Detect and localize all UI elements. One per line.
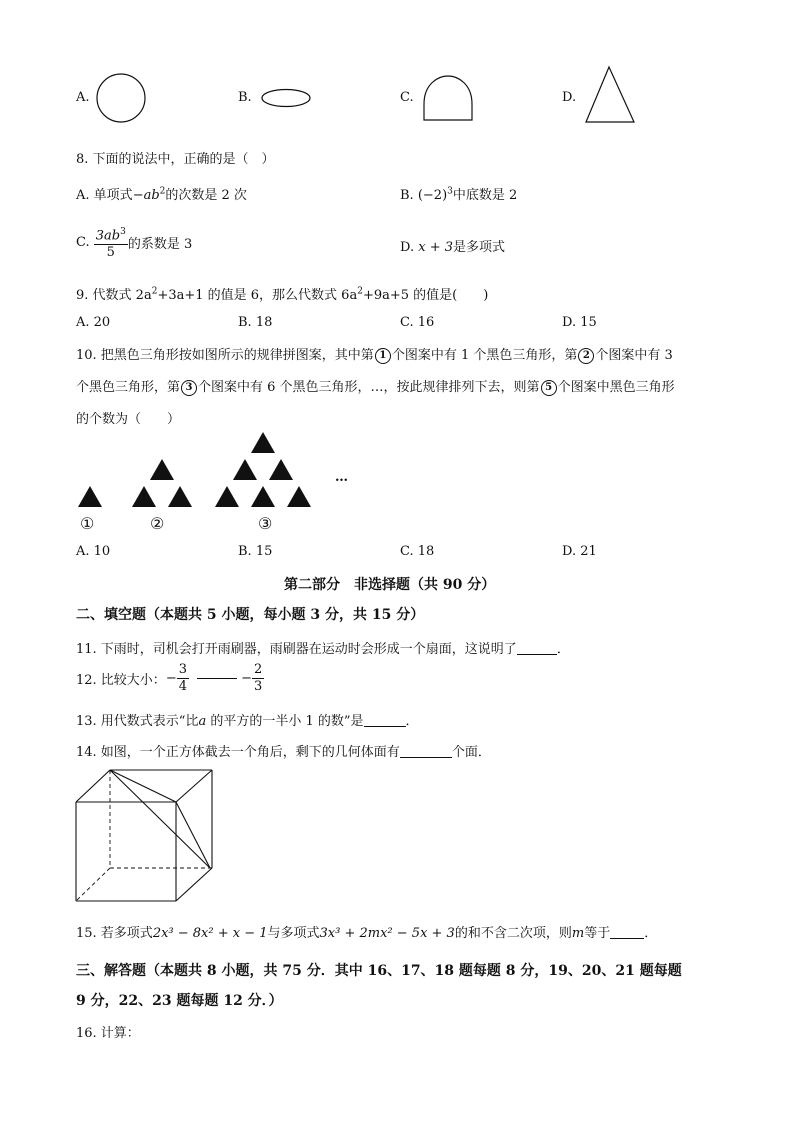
q15-post2: 等于 [584, 926, 611, 941]
q15-end: ． [644, 926, 658, 941]
q8-option-c-fraction [94, 224, 128, 261]
black-triangle [251, 432, 275, 453]
q8-option-b-post: 中底数是 2 [452, 188, 518, 203]
section3-title-line2: 9 分，22、23 题每题 12 分．） [76, 993, 283, 1009]
q14-pre: 14. 如图，一个正方体截去一个角后，剩下的几何体面有 [76, 745, 400, 760]
q15-pre: 15. 若多项式 [76, 926, 153, 941]
q12-fraction-2 [252, 662, 264, 695]
q8-option-a-exp: 2 [159, 186, 166, 197]
q10-option-a: A. 10 [76, 544, 111, 559]
q7-arch-figure [423, 74, 475, 122]
q8-option-c-post: 的系数是 3 [127, 237, 193, 253]
q10-circled-2: 2 [578, 348, 594, 364]
q8-option-c-numerator: 3ab [95, 228, 121, 244]
q16: 16. 计算： [76, 1026, 140, 1041]
q13 [76, 710, 419, 729]
q8-option-a-post: 的次数是 2 次 [165, 188, 247, 203]
q10-figure-label-3: ③ [258, 514, 273, 533]
q8-option-b-expr: (−2) [417, 188, 448, 203]
q11-end: ． [556, 642, 570, 657]
q9-exp2: 2 [357, 286, 363, 297]
q12-minus-1: − [165, 671, 177, 686]
section2-title: 二、填空题（本题共 5 小题，每小题 3 分，共 15 分） [76, 607, 425, 623]
q7-circle-figure [96, 74, 148, 124]
black-triangle [215, 486, 239, 507]
black-triangle [287, 486, 311, 507]
q9-stem-mid: +3a+1 的值是 6，那么代数式 6a [157, 288, 358, 303]
black-triangle [251, 486, 275, 507]
q15-mid: 与多项式 [267, 926, 320, 941]
q8-option-d-post: 是多项式 [453, 240, 506, 255]
q9-stem-post: +9a+5 的值是( ) [362, 288, 489, 303]
q11 [76, 638, 570, 657]
q10-circled-5: 5 [541, 380, 557, 396]
q12 [76, 662, 264, 695]
q12-num-1: 3 [178, 662, 187, 677]
q10-line2-a: 个黑色三角形，第 [76, 380, 181, 395]
q8-option-c-numerator-exp: 3 [120, 227, 126, 237]
q8-option-d-label: D. [400, 240, 415, 255]
q14-answer-blank [400, 757, 452, 758]
q10-line2-c: 个图案中黑色三角形 [557, 380, 675, 395]
q8-option-b-exp: 3 [447, 186, 453, 197]
q14-post: 个面． [451, 745, 491, 760]
q13-var: a [198, 714, 207, 729]
q8-option-a-pre: 单项式 [93, 188, 133, 203]
part2-title: 第二部分 非选择题（共 90 分） [284, 577, 496, 593]
q11-answer-blank [517, 654, 557, 655]
q7-ellipse-figure [261, 88, 313, 108]
q10-figure-label-2: ② [150, 514, 165, 533]
q8-stem: 8. 下面的说法中，正确的是（ ） [76, 152, 275, 167]
q13-pre: 13. 用代数式表示“比 [76, 714, 199, 729]
q11-text: 11. 下雨时，司机会打开雨刷器，雨刷器在运动时会形成一个扇面，这说明了 [76, 642, 517, 657]
q9-option-a: A. 20 [76, 315, 111, 330]
q9-exp1: 2 [151, 286, 158, 297]
q10-figure-label-1: ① [80, 514, 95, 533]
q9-stem-pre: 9. 代数式 2a [76, 288, 152, 303]
q9-option-d: D. 15 [562, 315, 597, 330]
q10-option-d: D. 21 [562, 544, 597, 559]
q9-option-b: B. 18 [238, 315, 273, 330]
q12-fraction-1 [177, 662, 189, 695]
q10-option-c: C. 18 [400, 544, 435, 559]
black-triangle [150, 459, 174, 480]
q12-num-2: 2 [254, 662, 263, 677]
q10-line1-b: 个图案中有 1 个黑色三角形，第 [391, 348, 578, 363]
q10-stem-line1 [76, 344, 673, 364]
q13-answer-blank [364, 726, 406, 727]
q8-option-a-expr: −ab [132, 188, 160, 203]
black-triangle [78, 486, 102, 507]
q9-option-c: C. 16 [400, 315, 435, 330]
q7-option-b-label: B. [238, 90, 252, 105]
black-triangle [168, 486, 192, 507]
q10-option-b: B. 15 [238, 544, 273, 559]
q8-option-c [76, 224, 192, 261]
q8-option-d-expr: x + 3 [418, 240, 453, 255]
section3-title-line1: 三、解答题（本题共 8 小题，共 75 分．其中 16、17、18 题每题 8 分，19、20、21 题每题 [76, 963, 682, 979]
q12-minus-2: − [241, 671, 253, 686]
q10-stem-line3: 的个数为（ ） [76, 412, 181, 427]
q8-option-a [76, 184, 247, 203]
q12-den-2: 3 [254, 679, 263, 694]
q9-stem [76, 284, 488, 303]
q10-line2-b: 个图案中有 6 个黑色三角形，…，按此规律排列下去，则第 [198, 380, 540, 395]
black-triangle [132, 486, 156, 507]
q8-option-d [400, 236, 505, 255]
q10-stem-line2 [76, 376, 675, 396]
q8-option-b-label: B. [400, 188, 414, 203]
black-triangle [269, 459, 293, 480]
q12-pre: 12. 比较大小： [76, 673, 166, 688]
q15-var: m [571, 926, 585, 941]
q15 [76, 922, 657, 941]
q10-line1-a: 10. 把黑色三角形按如图所示的规律拼图案，其中第 [76, 348, 374, 363]
q10-figure-ellipsis: … [335, 470, 348, 485]
q8-option-b [400, 184, 517, 203]
q10-line1-c: 个图案中有 3 [595, 348, 673, 363]
q10-circled-3: 3 [181, 380, 197, 396]
q13-end: ． [405, 714, 419, 729]
q12-answer-blank [197, 678, 237, 679]
q7-option-d-label: D. [562, 90, 577, 105]
q10-triangle-pattern-figure [76, 430, 366, 510]
black-triangle [233, 459, 257, 480]
q8-option-a-label: A. [76, 188, 90, 203]
q15-polynomial-1: 2x³ − 8x² + x − 1 [152, 926, 268, 941]
q15-polynomial-2: 3x³ + 2mx² − 5x + 3 [319, 926, 455, 941]
q8-option-c-denominator: 5 [106, 245, 115, 261]
q14 [76, 741, 491, 760]
q10-circled-1: 1 [375, 348, 391, 364]
q8-option-c-label: C. [76, 235, 90, 251]
q7-option-a-label: A. [76, 90, 90, 105]
q15-answer-blank [610, 938, 644, 939]
q15-post: 的和不含二次项，则 [454, 926, 572, 941]
q7-triangle-figure [585, 66, 637, 124]
q7-option-c-label: C. [400, 90, 414, 105]
q12-den-1: 4 [178, 679, 187, 694]
q14-truncated-cube-figure [74, 768, 216, 904]
q13-post: 的平方的一半小 1 的数”是 [206, 714, 364, 729]
